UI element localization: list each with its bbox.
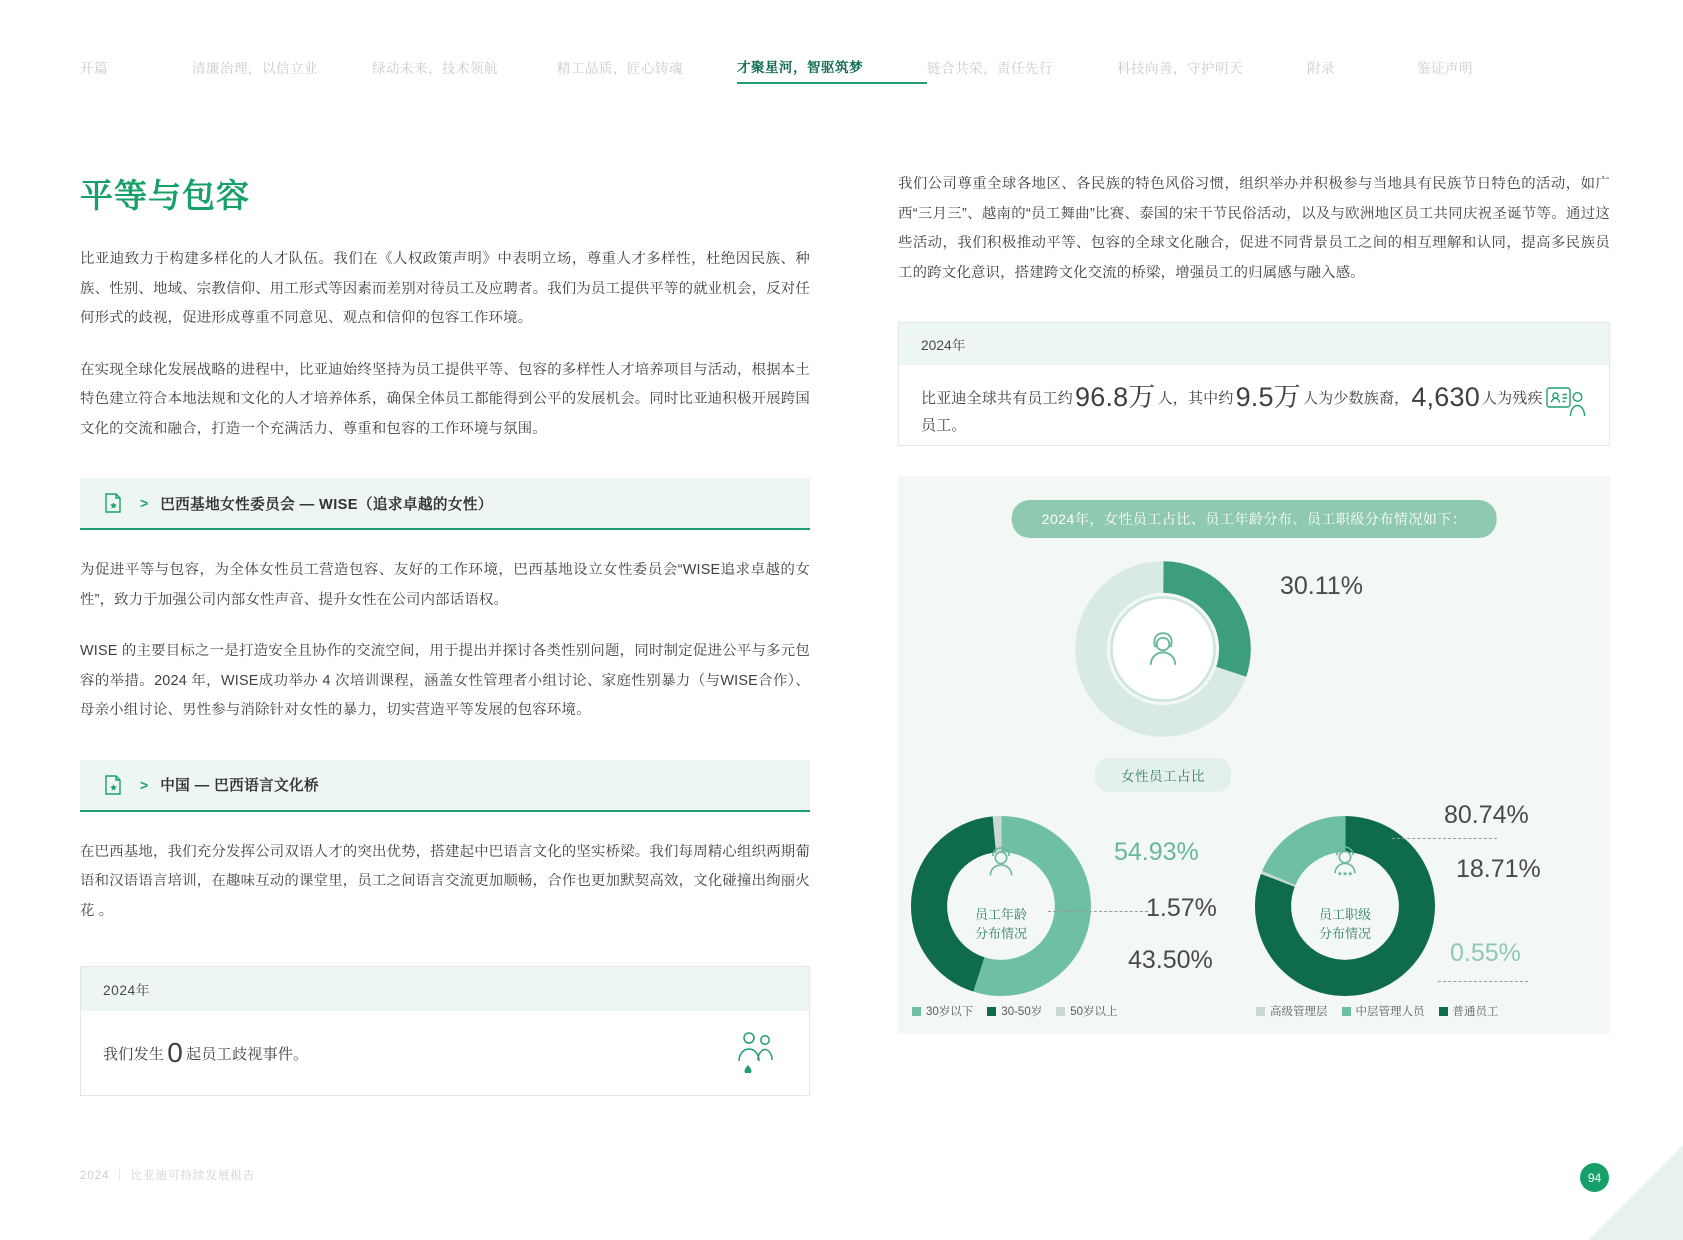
workforce-num2: 9.5万: [1235, 382, 1301, 413]
nav-item-4-label: 才聚星河，智驱筑梦: [737, 60, 863, 75]
stat-card-text: [103, 1037, 308, 1069]
leader-line-age-over50: [1048, 911, 1148, 912]
legend-age-item-1: [987, 1003, 1042, 1019]
legend-age-label-1: 30-50岁: [1001, 1006, 1043, 1019]
nav-item-1[interactable]: [192, 57, 372, 83]
nav-item-2-label: 绿动未来，技术领航: [372, 61, 498, 76]
legend-rank-item-2: [1439, 1003, 1499, 1019]
pct-rank-senior: 18.71%: [1456, 855, 1541, 884]
case-body-language-bridge: [80, 838, 810, 927]
stat-card-discrimination: [80, 966, 810, 1096]
nav-item-5-label: 链合共荣，责任先行: [927, 61, 1053, 76]
corner-decoration: [1588, 1145, 1683, 1240]
donut-rank-distribution: [1250, 811, 1440, 1001]
donut-rank-center-label: 员工职级 分布情况: [1318, 907, 1371, 941]
workforce-seg2: 人，其中约: [1157, 390, 1234, 408]
people-icon: [729, 1029, 781, 1078]
case-arrow-icon-2: >: [140, 776, 149, 793]
donut-age-center-label: 员工年龄 分布情况: [974, 907, 1027, 941]
page-title: 平等与包容: [80, 177, 250, 214]
legend-rank-item-1: [1342, 1003, 1425, 1019]
legend-rank-label-0: 高级管理层: [1270, 1006, 1328, 1019]
legend-age-item-2: [1056, 1003, 1117, 1019]
legend-age-label-2: 50岁以上: [1070, 1006, 1118, 1019]
legend-age: [912, 1003, 1118, 1019]
workforce-seg3: 人为少数族裔，: [1302, 390, 1410, 408]
charts-title-pill: 2024年，女性员工占比、员工年龄分布、员工职级分布情况如下：: [1012, 500, 1497, 538]
pct-age-under30: 54.93%: [1114, 838, 1199, 867]
nav-item-2[interactable]: [372, 57, 557, 83]
top-navigation: [80, 52, 1603, 88]
workforce-card-body: [899, 365, 1609, 445]
pct-rank-general: 80.74%: [1444, 801, 1529, 830]
id-badge-icon: [1545, 383, 1587, 428]
nav-item-3[interactable]: [557, 57, 737, 83]
case-header-language-bridge: [80, 760, 810, 812]
right-column: [898, 170, 1610, 1034]
nav-item-5[interactable]: [927, 57, 1117, 83]
leader-line-rank-middle: [1438, 981, 1528, 982]
donut-female-ratio-label: 女性员工占比: [1095, 758, 1231, 792]
nav-item-1-label: 清廉治理，以信立业: [192, 61, 318, 76]
case-bridge-paragraph-1: 在巴西基地，我们充分发挥公司双语人才的突出优势，搭建起中巴语言文化的坚实桥梁。我们每周精心组织两期葡语和汉语语言培训，在趣味互动的课堂里，员工之间语言交流更加顺畅，合作也更加默契高效，文化碰撞出绚丽火花 。: [80, 843, 810, 919]
leader-line-rank-general: [1392, 838, 1497, 839]
workforce-seg1: 比亚迪全球共有员工约: [921, 390, 1074, 408]
stat-value: 0: [167, 1037, 184, 1069]
nav-item-0-label: 开篇: [80, 61, 108, 76]
donut-female-center-icon: [1068, 554, 1258, 744]
donut-female-ratio-label-wrap: [1068, 758, 1258, 792]
pct-age-over50: 1.57%: [1146, 894, 1217, 923]
workforce-stat-text: [921, 375, 1545, 435]
charts-panel: [898, 476, 1610, 1034]
workforce-card-year: 2024年: [899, 323, 1609, 365]
pct-female-ratio: 30.11%: [1280, 572, 1363, 601]
footer-text: 2024 ｜ 比亚迪可持续发展报告: [80, 1170, 256, 1182]
case-wise-paragraph-1: 为促进平等与包容，为全体女性员工营造包容、友好的工作环境，巴西基地设立女性委员会“WISE追求卓越的女性”，致力于加强公司内部女性声音、提升女性在公司内部话语权。: [80, 562, 810, 608]
case-header-wise: [80, 478, 810, 530]
pct-age-30to50: 43.50%: [1128, 946, 1213, 975]
left-column: [80, 170, 810, 1096]
donut-rank-center-icon: [1250, 841, 1440, 883]
case-document-icon-2: [102, 773, 126, 797]
donut-female-ratio: [1068, 554, 1258, 744]
stat-suffix: 起员工歧视事件。: [186, 1046, 309, 1064]
nav-item-7-label: 附录: [1307, 61, 1335, 76]
legend-rank-item-0: [1256, 1003, 1328, 1019]
stat-prefix: 我们发生: [103, 1046, 165, 1064]
case-document-icon: [102, 491, 126, 515]
legend-rank-label-1: 中层管理人员: [1355, 1006, 1425, 1019]
right-paragraph-1: 我们公司尊重全球各地区、各民族的特色风俗习惯，组织举办并积极参与当地具有民族节日特色的活动，如广西“三月三”、越南的“员工舞曲”比赛、泰国的宋干节民俗活动，以及与欧洲地区员工共同庆祝圣诞节等。通过这些活动，我们积极推动平等、包容的全球文化融合，促进不同背景员工之间的相互理解和认同，提高多民族员工的跨文化意识，搭建跨文化交流的桥梁，增强员工的归属感与融入感。: [898, 176, 1610, 281]
nav-item-8[interactable]: [1417, 57, 1527, 83]
workforce-seg4: 人为残疾员工。: [921, 390, 1543, 435]
donut-age-center-icon: [906, 841, 1096, 881]
nav-item-8-label: 鉴证声明: [1417, 61, 1473, 76]
case-title-language-bridge: 中国 — 巴西语言文化桥: [160, 778, 320, 795]
stat-card-year: 2024年: [81, 967, 809, 1011]
legend-rank: [1256, 1003, 1499, 1019]
legend-age-label-0: 30岁以下: [926, 1006, 974, 1019]
page-number: 94: [1580, 1163, 1609, 1192]
intro-paragraph-1: 比亚迪致力于构建多样化的人才队伍。我们在《人权政策声明》中表明立场，尊重人才多样性，杜绝因民族、种族、性别、地域、宗教信仰、用工形式等因素而差别对待员工及应聘者。我们为员工提供平等的就业机会，反对任何形式的歧视，促进形成尊重不同意见、观点和信仰的包容工作环境。: [80, 251, 810, 327]
intro-paragraph-2: 在实现全球化发展战略的进程中，比亚迪始终坚持为员工提供平等、包容的多样性人才培养项目与活动，根据本土特色建立符合本地法规和文化的人才培养体系，确保全体员工都能得到公平的发展机会。同时比亚迪积极开展跨国文化的交流和融合，打造一个充满活力、尊重和包容的工作环境与氛围。: [80, 361, 810, 437]
nav-item-4[interactable]: [737, 56, 927, 84]
pct-rank-middle: 0.55%: [1450, 939, 1521, 968]
stat-card-workforce: [898, 322, 1610, 446]
donut-age-distribution: [906, 811, 1096, 1001]
nav-item-0[interactable]: [80, 57, 192, 83]
case-body-wise: [80, 556, 810, 726]
case-wise-paragraph-2: WISE 的主要目标之一是打造安全且协作的交流空间，用于提出并探讨各类性别问题，同时制定促进公平与多元包容的举措。2024 年，WISE成功举办 4 次培训课程，涵盖女性管理者小组讨论、家庭性别暴力（与WISE合作）、母亲小组讨论、男性参与消除针对女性的暴力，切实营造平等发展的包容环境。: [80, 643, 810, 719]
stat-card-body: [81, 1011, 809, 1095]
workforce-num1: 96.8万: [1075, 382, 1156, 413]
nav-item-6[interactable]: [1117, 57, 1307, 83]
workforce-num3: 4,630: [1411, 382, 1480, 413]
legend-rank-label-2: 普通员工: [1452, 1006, 1499, 1019]
nav-item-7[interactable]: [1307, 57, 1417, 83]
nav-item-3-label: 精工品质，匠心铸魂: [557, 61, 683, 76]
nav-item-6-label: 科技向善，守护明天: [1117, 61, 1243, 76]
case-arrow-icon: >: [140, 495, 149, 512]
case-title-wise: 巴西基地女性委员会 — WISE（追求卓越的女性）: [160, 496, 493, 513]
legend-age-item-0: [912, 1003, 973, 1019]
